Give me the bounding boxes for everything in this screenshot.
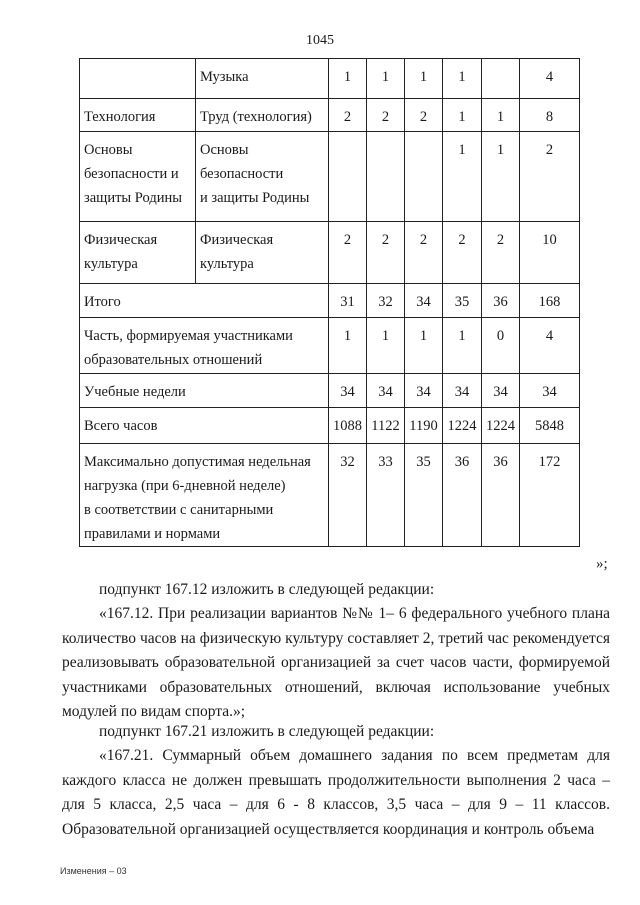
- grade-hours-cell: [367, 374, 405, 408]
- total-cell: [520, 284, 580, 318]
- grade-hours-value: 34: [378, 384, 393, 400]
- area-text: Технология: [84, 109, 156, 125]
- paragraph-3: подпункт 167.21 изложить в следующей редакции:: [99, 723, 435, 740]
- grade-hours-value: 1: [458, 328, 466, 344]
- grade-hours-value: 1: [458, 142, 466, 158]
- row-label: Всего часов: [84, 418, 158, 434]
- grade-hours-cell: [405, 99, 443, 132]
- grade-hours-cell: [367, 222, 405, 284]
- row-label: Максимально допустимая недельная нагрузка (при 6-дневной неделе) в соответствии с санитарными правилами и нормами: [84, 454, 311, 542]
- grade-hours-cell: [443, 99, 482, 132]
- total-value: 10: [542, 232, 557, 248]
- table-row: [80, 99, 580, 132]
- closing-quote: »;: [596, 556, 608, 572]
- grade-hours-cell: [405, 222, 443, 284]
- table-row: [80, 318, 580, 374]
- grade-hours-cell: [329, 132, 367, 222]
- grade-hours-value: 0: [496, 328, 505, 344]
- area-cell: [80, 59, 196, 99]
- row-label-cell: [80, 374, 329, 408]
- grade-hours-value: [369, 132, 402, 138]
- row-label-cell: [80, 284, 329, 318]
- grade-hours-cell: [405, 408, 443, 444]
- grade-hours-cell: [329, 222, 367, 284]
- grade-hours-value: 36: [454, 454, 470, 470]
- subject-cell: [196, 59, 329, 99]
- grade-hours-cell: [482, 374, 520, 408]
- curriculum-table: [79, 58, 580, 547]
- grade-hours-value: 32: [378, 294, 393, 310]
- grade-hours-cell: [443, 284, 482, 318]
- grade-hours-value: 1: [419, 328, 428, 344]
- grade-hours-value: 34: [416, 384, 431, 400]
- grade-hours-cell: [443, 222, 482, 284]
- subject-cell: [196, 132, 329, 222]
- grade-hours-cell: [482, 318, 520, 374]
- grade-hours-value: 2: [458, 232, 466, 248]
- grade-hours-value: 1: [496, 142, 505, 158]
- grade-hours-value: 2: [343, 232, 352, 248]
- grade-hours-value: 2: [381, 232, 390, 248]
- grade-hours-cell: [405, 374, 443, 408]
- grade-hours-value: 31: [340, 294, 355, 310]
- row-label-cell: [80, 318, 329, 374]
- grade-hours-value: [484, 59, 517, 65]
- total-value: 8: [545, 109, 554, 125]
- grade-hours-cell: [443, 318, 482, 374]
- grade-hours-cell: [405, 132, 443, 222]
- grade-hours-value: 1088: [333, 418, 362, 434]
- grade-hours-cell: [405, 444, 443, 547]
- grade-hours-cell: [329, 99, 367, 132]
- table-row: [80, 408, 580, 444]
- total-cell: [520, 222, 580, 284]
- page-number: 1045: [306, 33, 334, 48]
- total-value: 168: [538, 294, 561, 310]
- grade-hours-value: 1190: [409, 418, 438, 434]
- total-value: 4: [545, 328, 554, 344]
- row-label: Итого: [84, 294, 121, 310]
- total-cell: [520, 318, 580, 374]
- grade-hours-cell: [443, 132, 482, 222]
- total-cell: [520, 59, 580, 99]
- grade-hours-cell: [329, 59, 367, 99]
- paragraph-1: подпункт 167.12 изложить в следующей редакции:: [99, 581, 435, 598]
- total-value: 4: [545, 69, 554, 85]
- footer-note: Изменения – 03: [60, 866, 127, 876]
- grade-hours-value: 36: [493, 294, 508, 310]
- table-row: [80, 444, 580, 547]
- area-cell: [80, 132, 196, 222]
- grade-hours-value: 35: [454, 294, 470, 310]
- grade-hours-cell: [443, 444, 482, 547]
- area-cell: [80, 99, 196, 132]
- grade-hours-cell: [443, 374, 482, 408]
- table-row: [80, 284, 580, 318]
- grade-hours-cell: [329, 374, 367, 408]
- grade-hours-value: 33: [378, 454, 393, 470]
- grade-hours-cell: [482, 132, 520, 222]
- grade-hours-cell: [329, 318, 367, 374]
- grade-hours-value: 1: [419, 69, 428, 85]
- grade-hours-value: 1: [458, 69, 466, 85]
- grade-hours-cell: [482, 284, 520, 318]
- grade-hours-cell: [482, 444, 520, 547]
- grade-hours-value: 36: [493, 454, 508, 470]
- grade-hours-cell: [367, 132, 405, 222]
- table-row: [80, 132, 580, 222]
- row-label-cell: [80, 444, 329, 547]
- total-value: 2: [545, 142, 554, 158]
- total-cell: [520, 99, 580, 132]
- grade-hours-value: 1224: [486, 418, 515, 434]
- grade-hours-value: 2: [419, 232, 428, 248]
- subject-text: Основы безопасности и защиты Родины: [200, 142, 310, 206]
- table-row: [80, 59, 580, 99]
- paragraph-4: «167.21. Суммарный объем домашнего задания по всем предметам для каждого класса не должен превышать продолжительности выполнения 2 часа – для 5 класса, 2,5 часа – для 6 - 8 классов, 3,5 часа – для 9 – 11 классов. Образовательной организацией осуществляется координация и контроль объема: [62, 747, 610, 838]
- total-cell: [520, 132, 580, 222]
- grade-hours-cell: [482, 222, 520, 284]
- grade-hours-value: [331, 132, 364, 138]
- grade-hours-value: 2: [381, 109, 390, 125]
- grade-hours-cell: [329, 444, 367, 547]
- grade-hours-value: 1122: [371, 418, 400, 434]
- row-label: Учебные недели: [84, 384, 186, 400]
- grade-hours-value: 1: [343, 69, 352, 85]
- row-label-cell: [80, 408, 329, 444]
- total-cell: [520, 374, 580, 408]
- area-text: [84, 59, 191, 65]
- grade-hours-value: 1: [381, 69, 390, 85]
- subject-cell: [196, 222, 329, 284]
- subject-text: Труд (технология): [200, 109, 312, 125]
- grade-hours-value: 2: [496, 232, 505, 248]
- grade-hours-value: 35: [416, 454, 431, 470]
- row-label: Часть, формируемая участниками образовательных отношений: [84, 328, 293, 368]
- grade-hours-cell: [443, 408, 482, 444]
- total-value: 5848: [535, 418, 564, 434]
- grade-hours-cell: [482, 59, 520, 99]
- subject-text: Физическая культура: [200, 232, 274, 272]
- area-cell: [80, 222, 196, 284]
- total-cell: [520, 408, 580, 444]
- grade-hours-value: 1: [458, 109, 466, 125]
- grade-hours-cell: [443, 59, 482, 99]
- area-text: Основы безопасности и защиты Родины: [84, 142, 182, 206]
- grade-hours-cell: [329, 408, 367, 444]
- grade-hours-cell: [367, 59, 405, 99]
- subject-text: Музыка: [200, 69, 249, 85]
- grade-hours-cell: [367, 408, 405, 444]
- grade-hours-value: 34: [340, 384, 355, 400]
- grade-hours-value: 2: [419, 109, 428, 125]
- grade-hours-value: 34: [493, 384, 508, 400]
- area-text: Физическая культура: [84, 232, 158, 272]
- total-cell: [520, 444, 580, 547]
- grade-hours-cell: [482, 99, 520, 132]
- grade-hours-value: 32: [340, 454, 355, 470]
- grade-hours-value: 1: [343, 328, 352, 344]
- table-row: [80, 374, 580, 408]
- paragraph-2: «167.12. При реализации вариантов №№ 1– 6 федерального учебного плана количество часов на физическую культуру составляет 2, третий час рекомендуется реализовывать образовательной организацией за счет часов части, формируемой участниками образовательных отношений, включая использование учебных модулей по видам спорта.»;: [62, 605, 610, 720]
- grade-hours-value: 1224: [447, 418, 477, 434]
- grade-hours-value: 1: [496, 109, 505, 125]
- grade-hours-cell: [367, 444, 405, 547]
- grade-hours-value: 2: [343, 109, 352, 125]
- grade-hours-cell: [405, 284, 443, 318]
- grade-hours-value: 34: [454, 384, 470, 400]
- grade-hours-cell: [405, 318, 443, 374]
- total-value: 172: [538, 454, 561, 470]
- grade-hours-cell: [367, 284, 405, 318]
- table-row: [80, 222, 580, 284]
- grade-hours-cell: [405, 59, 443, 99]
- grade-hours-value: [407, 132, 440, 138]
- grade-hours-cell: [367, 318, 405, 374]
- subject-cell: [196, 99, 329, 132]
- grade-hours-value: 34: [416, 294, 431, 310]
- grade-hours-cell: [367, 99, 405, 132]
- grade-hours-cell: [329, 284, 367, 318]
- grade-hours-cell: [482, 408, 520, 444]
- total-value: 34: [542, 384, 557, 400]
- grade-hours-value: 1: [381, 328, 390, 344]
